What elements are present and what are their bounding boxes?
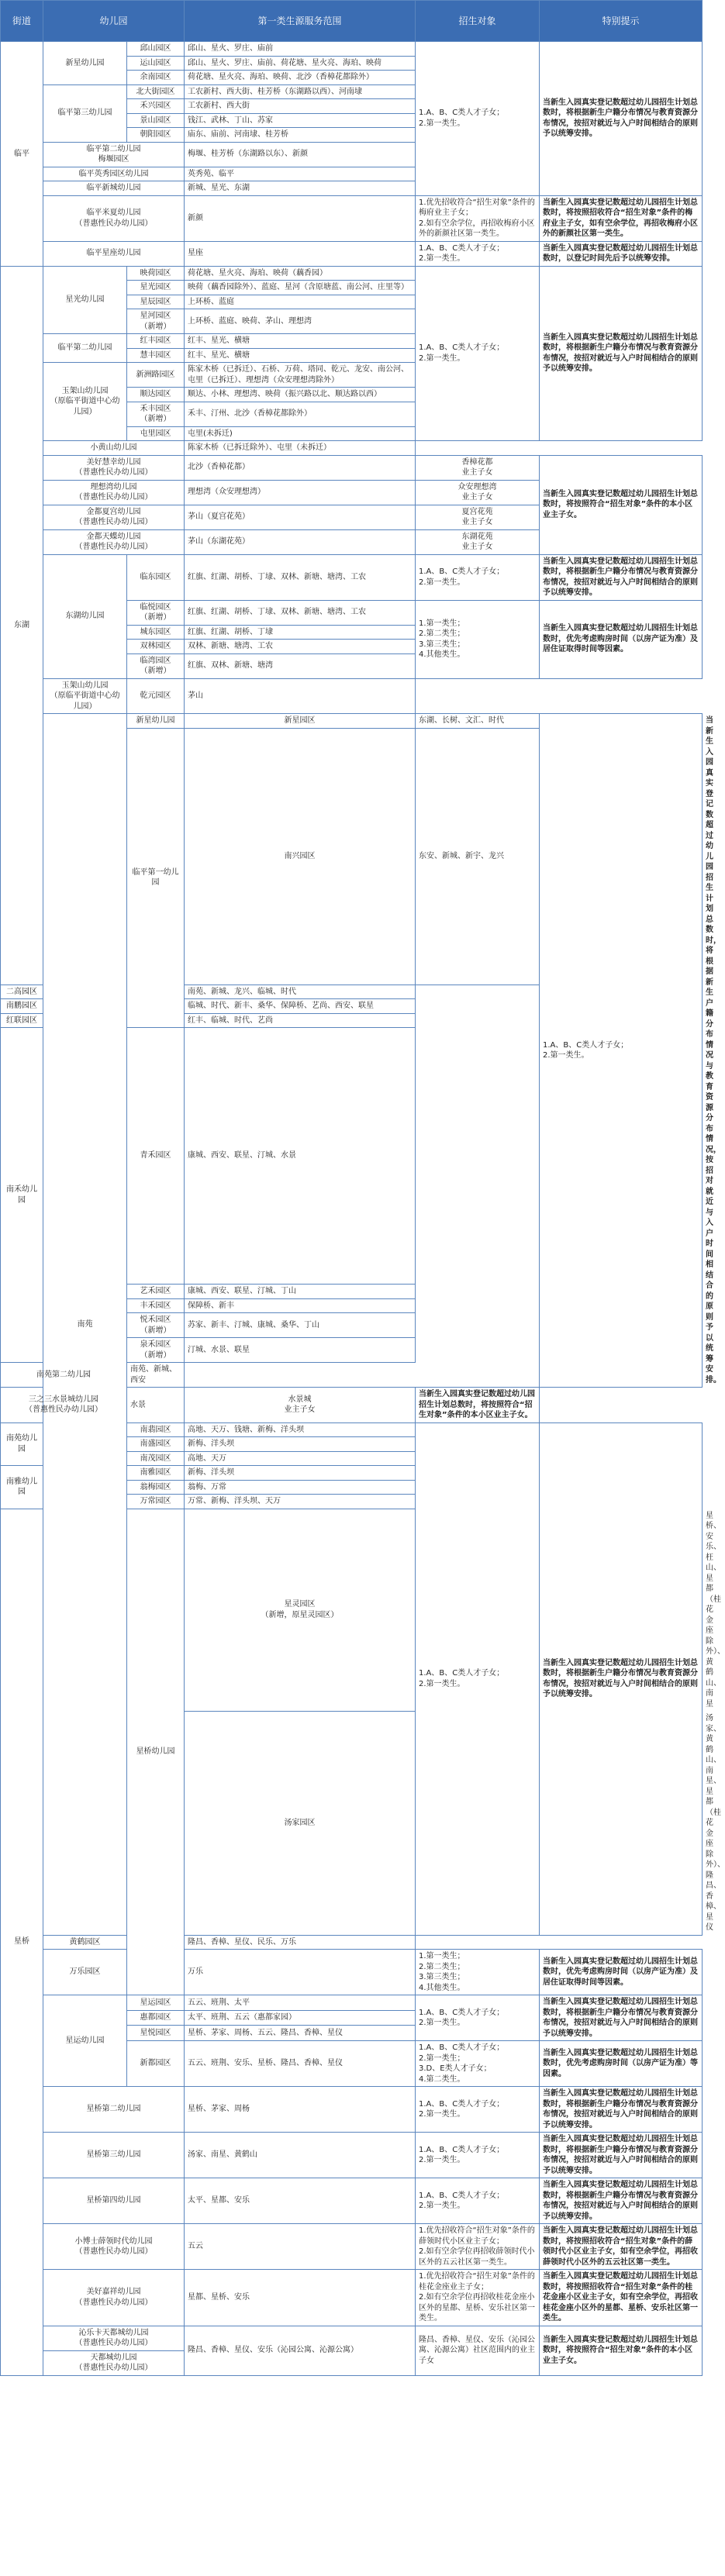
table-cell: 小博士薛领时代幼儿园 （普惠性民办幼儿园） (43, 2224, 185, 2270)
table-row (1, 2224, 703, 2270)
table-cell: 红旗、双林、新塘、塘湾 (185, 653, 416, 678)
table-cell: 1.第一类生； 2.第二类生； 3.第三类生； 4.其他类生。 (416, 600, 540, 678)
table-row (1, 195, 703, 241)
table-cell: 临平 (1, 42, 43, 267)
table-cell: 当新生入园真实登记数超过幼儿园招生计划总数时，将根据新生户籍分布情况与教育资源分布情况，按招对就近与入户时间相结合的原则予以统筹安排。 (540, 1422, 703, 1935)
table-cell: 星运幼儿园 (43, 1995, 127, 2087)
table-cell: 苏家、新丰、汀城、康城、桑华、丁山 (185, 1313, 416, 1338)
table-cell: 乾元园区 (127, 678, 185, 714)
table-cell: 茅山（夏宫花苑） (185, 505, 416, 529)
table-cell: 当新生入园真实登记数超过幼儿园招生计划总数时，优先考虑购房时间（以房产证为准）及居住证取得时间等因素。 (540, 600, 703, 678)
table-cell: 东安、新城、新宇、龙兴 (416, 728, 540, 985)
table-cell: 慧丰园区 (127, 348, 185, 363)
table-cell: 南禾幼儿园 (1, 1028, 43, 1363)
table-cell: 当新生入园真实登记数超过幼儿园招生计划总数时，将按照招收符合“招生对象”条件的梅府业主子女，如有空余学位，再招收梅府小区外的新颜社区第一类生。 (540, 195, 703, 241)
table-cell: 1.优先招收符合“招生对象”条件的梅府业主子女； 2.如有空余学位，再招收梅府小区外的新颜社区第一类生。 (416, 195, 540, 241)
table-cell: 黄鹤园区 (43, 1935, 127, 1950)
table-cell: 1.A、B、C类人才子女； 2.第一类生； 3.D、E类人才子女； 4.第二类生。 (416, 2041, 540, 2087)
table-row (1, 2270, 703, 2326)
table-cell: 万常、新梅、洋头坝、天万 (185, 1495, 416, 1509)
table-cell: 余南园区 (127, 71, 185, 85)
table-cell: 临平米夏幼儿园 （普惠性民办幼儿园） (43, 195, 185, 241)
table-cell: 星都、星桥、安乐 (185, 2270, 416, 2326)
table-cell: 临平星座幼儿园 (43, 241, 185, 266)
table-cell: 红联园区 (1, 1013, 43, 1028)
table-cell: 当新生入园真实登记数超过幼儿园招生计划总数时，将根据新生户籍分布情况与教育资源分布情况，按招对就近与入户时间相结合的原则予以统筹安排。 (540, 554, 703, 600)
table-row (1, 455, 703, 480)
table-row (1, 554, 703, 600)
table-cell: 星辰园区 (127, 295, 185, 309)
table-cell: 新洲路园区 (127, 363, 185, 388)
table-cell: 南雅幼儿园 (1, 1466, 43, 1509)
table-cell: 翁梅园区 (127, 1480, 185, 1495)
table-cell: 美好慧幸幼儿园 （普惠性民办幼儿园） (43, 455, 185, 480)
table-cell: 红旗、红湖、胡桥、丁埭 (185, 625, 416, 640)
table-cell: 当新生入园真实登记数超过幼儿园招生计划总数时，将根据新生户籍分布情况与教育资源分布情况，按招对就近与入户时间相结合的原则予以统筹安排。 (540, 1995, 703, 2041)
table-cell: 青禾园区 (127, 1028, 185, 1285)
table-cell: 南苑、新城、西安 (127, 1363, 185, 1388)
table-cell: 东湖幼儿园 (43, 554, 127, 678)
table-cell: 隆昌、香樟、星仪、民乐、万乐 (185, 1935, 416, 1950)
table-cell: 当新生入园真实登记数超过幼儿园招生计划总数时，将根据新生户籍分布情况与教育资源分布情况，按招对就近与入户时间相结合的原则予以统筹安排。 (540, 42, 703, 196)
table-row (1, 1950, 703, 1995)
table-cell: 星河园区 （新增） (127, 309, 185, 334)
table-cell: 顺达园区 (127, 388, 185, 402)
table-cell: 南苑 (43, 714, 127, 1936)
table-cell: 众安理想湾 业主子女 (416, 480, 540, 505)
table-cell: 艺禾园区 (127, 1285, 185, 1299)
table-row (1, 2178, 703, 2224)
table-row: 星桥 星桥幼儿园 星灵园区 （新增，原星灵园区） 星桥、安乐、枉山、星都（桂花金座除外）、黄鹤山、南星 (1, 1509, 703, 1712)
table-cell: 当新生入园真实登记数超过幼儿园招生计划总数时，优先考虑购房时间（以房产证为准）及居住证取得时间等因素。 (540, 1950, 703, 1995)
table-cell: 新城、星光、东湖 (185, 181, 416, 196)
table-cell: 新星园区 (185, 714, 416, 729)
table-cell: 临平第三幼儿园 (43, 84, 127, 142)
table-cell: 邱山、星火、罗庄、庙前、荷花塘、星火亮、海珀、映荷 (185, 56, 416, 71)
table-cell: 1.优先招收符合“招生对象”条件的薛领时代小区业主子女； 2.如有空余学位再招收薛领时代小区外的五云社区第一类生。 (416, 2224, 540, 2270)
table-cell: 红旗、红湖、胡桥、丁埭、双林、新塘、塘湾、工农 (185, 554, 416, 600)
table-cell: 万常园区 (127, 1495, 185, 1509)
table-row (1, 1388, 703, 1423)
table-cell: 1.A、B、C类人才子女； 2.第一类生。 (416, 554, 540, 600)
table-row (1, 266, 703, 281)
table-cell: 隆昌、香樟、星仪、安乐（沁园公寓、沁源公寓） (185, 2326, 416, 2375)
table-cell: 万乐 (185, 1950, 416, 1995)
table-cell: 1.A、B、C类人才子女； 2.第一类生。 (416, 1422, 540, 1935)
table-cell: 隆昌、香樟、星仪、安乐（沁园公寓、沁源公寓）社区范围内的业主子女 (416, 2326, 540, 2375)
table-cell: 南苑幼儿园 (1, 1422, 43, 1466)
table-cell: 南盛园区 (127, 1437, 185, 1452)
table-cell: 上环桥、蓝庭、映荷、茅山、理想湾 (185, 309, 416, 334)
table-cell: 南兴园区 (185, 728, 416, 985)
table-cell: 荷花塘、星火亮、海珀、映荷、北沙（香樟花都除外） (185, 71, 416, 85)
table-cell: 双林、新塘、塘湾、工农 (185, 640, 416, 654)
table-cell: 荷花塘、星火亮、海珀、映荷（藕香园） (185, 266, 416, 281)
table-cell: 星光园区 (127, 281, 185, 295)
table-cell: 当新生入园真实登记数超过幼儿园招生计划总数时，将根据新生户籍分布情况与教育资源分布情况，按招对就近与入户时间相结合的原则予以统筹安排。 (540, 2178, 703, 2224)
table-cell: 北大街园区 (127, 84, 185, 99)
table-cell: 当新生入园真实登记数超过幼儿园招生计划总数时，将根据新生户籍分布情况与教育资源分布情况，按招对就近与入户时间相结合的原则予以统筹安排。 (540, 266, 703, 441)
table-cell: 夏宫花苑 业主子女 (416, 505, 540, 529)
table-row (1, 1995, 703, 2011)
table-cell: 南苑第二幼儿园 (1, 1363, 127, 1388)
table-row (1, 241, 703, 266)
table-cell: 临平第二幼儿园 (43, 334, 127, 363)
table-cell: 南茂园区 (127, 1451, 185, 1466)
table-cell: 星桥、茅家、周杨 (185, 2087, 416, 2133)
table-cell: 临平英秀园区幼儿园 (43, 167, 185, 181)
table-cell: 禾兴园区 (127, 99, 185, 114)
table-cell: 金都夏宫幼儿园 （普惠性民办幼儿园） (43, 505, 185, 529)
table-cell: 1.A、B、C类人才子女； 2.第一类生。 (540, 714, 703, 1388)
table-cell: 当新生入园真实登记数超过幼儿园招生计划总数时，将按照符合“招生对象”条件的本小区业主子女。 (416, 1388, 540, 1423)
table-cell: 高地、天万、钱塘、新梅、洋头坝 (185, 1422, 416, 1437)
table-row (1, 2133, 703, 2178)
table-cell: 梅堰、桂芳桥（东湖路以东）、新颜 (185, 142, 416, 167)
table-cell: 当新生入园真实登记数超过幼儿园招生计划总数时，将根据新生户籍分布情况与教育资源分布情况，按招对就近与入户时间相结合的原则予以统筹安排。 (540, 2087, 703, 2133)
table-cell: 南鹏园区 (1, 999, 43, 1014)
table-cell: 邱山园区 (127, 42, 185, 57)
table-cell: 星桥幼儿园 (127, 1509, 185, 1995)
table-cell: 1.第一类生； 2.第二类生； 3.第三类生； 4.其他类生。 (416, 1950, 540, 1995)
table-cell: 星悦园区 (127, 2026, 185, 2041)
table-cell: 红丰、星光、横塘 (185, 334, 416, 349)
table-cell: 东湖、长树、文汇、时代 (416, 714, 540, 729)
table-cell: 星运园区 (127, 1995, 185, 2011)
table-cell: 陈家木桥（已拆迁除外）、屯里（未拆迁） (185, 441, 416, 456)
table-cell: 临平新城幼儿园 (43, 181, 185, 196)
table-cell: 东湖花苑 业主子女 (416, 529, 540, 554)
table-cell: 水景 (127, 1388, 185, 1423)
table-cell: 悦禾园区 （新增） (127, 1313, 185, 1338)
table-cell: 映荷园区 (127, 266, 185, 281)
table-row (1, 441, 703, 456)
table-cell: 1.A、B、C类人才子女； 2.第一类生。 (416, 1995, 540, 2041)
table-cell: 丰禾园区 (127, 1298, 185, 1313)
table-row (1, 2087, 703, 2133)
table-cell: 星座 (185, 241, 416, 266)
table-cell: 景山园区 (127, 113, 185, 128)
table-cell: 当新生入园真实登记数超过幼儿园招生计划总数时，将按照招收符合“招生对象”条件的桂花金座小区业主子女，如有空余学位，再招收桂花金座小区外的星都、星桥、安乐社区第一类生。 (540, 2270, 703, 2326)
table-cell: 屯里园区 (127, 426, 185, 441)
table-cell: 当新生入园真实登记数超过幼儿园招生计划总数时，优先考虑购房时间（以房产证为准）等因素。 (540, 2041, 703, 2087)
table-cell: 天都城幼儿园 （普惠性民办幼儿园） (43, 2350, 185, 2375)
table-cell: 南苑、新城、龙兴、临城、时代 (185, 985, 416, 999)
table-cell: 朝阳园区 (127, 128, 185, 143)
table-cell: 城东园区 (127, 625, 185, 640)
table-cell: 北沙（香樟花都） (185, 455, 416, 480)
table-cell: 顺达、小林、理想湾、映荷（振兴路以北、顺达路以西） (185, 388, 416, 402)
table-cell: 新星幼儿园 (43, 42, 127, 85)
table-cell: 英秀苑、临平 (185, 167, 416, 181)
table-cell: 钱江、武林、丁山、苏家 (185, 113, 416, 128)
table-cell: 临悦园区 （新增） (127, 600, 185, 625)
table-row: 南苑 新星幼儿园 新星园区 东湖、长树、文汇、时代 1.A、B、C类人才子女； 2.第一类生。 当新生入园真实登记数超过幼儿园招生计划总数时，将根据新生户籍分布情况与教育资源分布情况，按招对就近与入户时间相结合的原则予以统筹安排。 (1, 714, 703, 729)
table-cell: 新梅、洋头坝 (185, 1466, 416, 1481)
table-cell: 玉架山幼儿园 （原临平街道中心幼儿园） (43, 678, 127, 714)
table-cell: 临平第二幼儿园 梅堰园区 (43, 142, 185, 167)
table-cell: 新梅、洋头坝 (185, 1437, 416, 1452)
table-cell: 临湾园区 （新增） (127, 653, 185, 678)
table-cell: 1.A、B、C类人才子女； 2.第一类生。 (416, 42, 540, 196)
table-cell: 汤家园区 (185, 1712, 416, 1936)
header-street: 街道 (1, 1, 43, 42)
table-cell: 星桥第二幼儿园 (43, 2087, 185, 2133)
table-cell: 当新生入园真实登记数超过幼儿园招生计划总数时，将按照符合“招生对象”条件的本小区业主子女。 (540, 455, 703, 554)
header-special-notice: 特别提示 (540, 1, 703, 42)
table-cell: 1.A、B、C类人才子女； 2.第一类生。 (416, 2087, 540, 2133)
table-cell: 工农新村、西大街、桂芳桥（东湖路以西）、河南埭 (185, 84, 416, 99)
table-cell: 红丰、星光、横塘 (185, 348, 416, 363)
table-cell: 二高园区 (1, 985, 43, 999)
header-kindergarten: 幼儿园 (43, 1, 185, 42)
table-cell: 惠都园区 (127, 2010, 185, 2026)
table-cell: 小黄山幼儿园 (43, 441, 185, 456)
table-cell: 金都天蝶幼儿园 （普惠性民办幼儿园） (43, 529, 185, 554)
table-cell: 水景城 业主子女 (185, 1388, 416, 1423)
table-cell: 星桥、茅家、周杨、五云、隆昌、香樟、星仪 (185, 2026, 416, 2041)
table-cell: 当新生入园真实登记数超过幼儿园招生计划总数时，以登记时间先后予以统筹安排。 (540, 241, 703, 266)
table-row: 汤家园区 汤家、黄鹤山、南星、星都（桂花金座除外）、隆昌、香樟、星仪 (1, 1712, 703, 1936)
header-service-range: 第一类生源服务范围 (185, 1, 416, 42)
table-row (1, 2326, 703, 2350)
table-cell: 南雅园区 (127, 1466, 185, 1481)
table-cell: 双林园区 (127, 640, 185, 654)
table-cell: 临平第一幼儿园 (127, 728, 185, 1028)
header-row (1, 1, 703, 42)
table-cell: 星灵园区 （新增，原星灵园区） (185, 1509, 416, 1712)
table-body (1, 42, 725, 2376)
table-cell: 1.A、B、C类人才子女； 2.第一类生。 (416, 241, 540, 266)
table-cell: 星桥第四幼儿园 (43, 2178, 185, 2224)
table-cell: 茅山（东湖花苑） (185, 529, 416, 554)
table-cell: 五云、班荆、安乐、星桥、隆昌、香樟、星仪 (185, 2041, 416, 2087)
table-cell: 沁乐卡天都城幼儿园 （普惠性民办幼儿园） (43, 2326, 185, 2350)
table-cell: 当新生入园真实登记数超过幼儿园招生计划总数时，将按照符合“招生对象”条件的本小区业主子女。 (540, 2326, 703, 2375)
table-cell: 当新生入园真实登记数超过幼儿园招生计划总数时，将根据新生户籍分布情况与教育资源分布情况，按招对就近与入户时间相结合的原则予以统筹安排。 (540, 2133, 703, 2178)
table-cell: 星光幼儿园 (43, 266, 127, 334)
table-cell: 东湖 (1, 266, 43, 985)
table-cell: 三之三水景城幼儿园 （普惠性民办幼儿园） (1, 1388, 127, 1423)
table-cell: 茅山 (185, 678, 416, 714)
table-cell: 红丰、临城、时代、艺尚 (185, 1013, 416, 1028)
header-enrollment-target: 招生对象 (416, 1, 540, 42)
table-cell: 五云、班荆、太平 (185, 1995, 416, 2011)
table-cell: 新颜 (185, 195, 416, 241)
table-cell: 翁梅、万常 (185, 1480, 416, 1495)
table-cell: 康城、西安、联星、汀城、丁山 (185, 1285, 416, 1299)
table-cell: 新都园区 (127, 2041, 185, 2087)
table-cell: 汀城、水景、联星 (185, 1338, 416, 1363)
table-cell: 理想湾幼儿园 （普惠性民办幼儿园） (43, 480, 185, 505)
table-cell: 陈家木桥（已拆迁）、石桥、万荷、塔同、乾元、龙安、南公河、屯里（已拆迁）、理想湾（众安理想湾除外） (185, 363, 416, 388)
table-cell: 当新生入园真实登记数超过幼儿园招生计划总数时，将按照招收符合“招生对象”条件的薛领时代小区业主子女，如有空余学位，再招收薛领时代小区外的五云社区第一类生。 (540, 2224, 703, 2270)
table-cell: 上环桥、蓝庭 (185, 295, 416, 309)
table-cell: 太平、班荆、五云（惠都家园） (185, 2010, 416, 2026)
table-cell: 泉禾园区 （新增） (127, 1338, 185, 1363)
table-cell: 临东园区 (127, 554, 185, 600)
table-cell: 五云 (185, 2224, 416, 2270)
table-cell: 南翡园区 (127, 1422, 185, 1437)
table-cell: 保障桥、新丰 (185, 1298, 416, 1313)
table-cell: 工农新村、西大街 (185, 99, 416, 114)
table-cell: 映荷（藕香园除外）、蓝庭、星河（含原塘蓝、南公河、庄里等） (185, 281, 416, 295)
table-cell: 庙东、庙前、河南埭、桂芳桥 (185, 128, 416, 143)
table-cell: 万乐园区 (43, 1950, 127, 1995)
table-cell: 美好嘉祥幼儿园 （普惠性民办幼儿园） (43, 2270, 185, 2326)
table-cell: 禾丰园区 （新增） (127, 402, 185, 426)
table-cell: 红丰园区 (127, 334, 185, 349)
table-cell: 新星幼儿园 (127, 714, 185, 729)
table-cell: 禾丰、汀州、北沙（香樟花都除外） (185, 402, 416, 426)
table-cell: 1.A、B、C类人才子女； 2.第一类生。 (416, 2133, 540, 2178)
table-cell: 屯里(未拆迁) (185, 426, 416, 441)
table-cell: 运山园区 (127, 56, 185, 71)
table-cell: 高地、天万 (185, 1451, 416, 1466)
table-cell: 玉架山幼儿园 （原临平街道中心幼儿园） (43, 363, 127, 441)
table-cell: 汤家、南星、黄鹤山 (185, 2133, 416, 2178)
table-row (1, 1935, 703, 1950)
table-cell: 星桥 (1, 1509, 43, 2375)
table-cell: 星桥第三幼儿园 (43, 2133, 185, 2178)
table-cell: 1.A、B、C类人才子女； 2.第一类生。 (416, 2178, 540, 2224)
table-cell: 红旗、红湖、胡桥、丁埭、双林、新塘、塘湾、工农 (185, 600, 416, 625)
table-cell: 太平、星都、安乐 (185, 2178, 416, 2224)
table-cell: 邱山、星火、罗庄、庙前 (185, 42, 416, 57)
table-cell: 临城、时代、新丰、桑华、保障桥、艺尚、西安、联星 (185, 999, 416, 1014)
table-cell: 理想湾（众安理想湾） (185, 480, 416, 505)
table-row (1, 678, 703, 714)
table-cell: 香樟花都 业主子女 (416, 455, 540, 480)
table-cell: 1.A、B、C类人才子女； 2.第一类生。 (416, 266, 540, 441)
table-cell: 1.优先招收符合“招生对象”条件的桂花金座业主子女； 2.如有空余学位再招收桂花金座小区外的星都、星桥、安乐社区第一类生。 (416, 2270, 540, 2326)
table-cell: 康城、西安、联星、汀城、水景 (185, 1028, 416, 1285)
table-row (1, 42, 703, 57)
